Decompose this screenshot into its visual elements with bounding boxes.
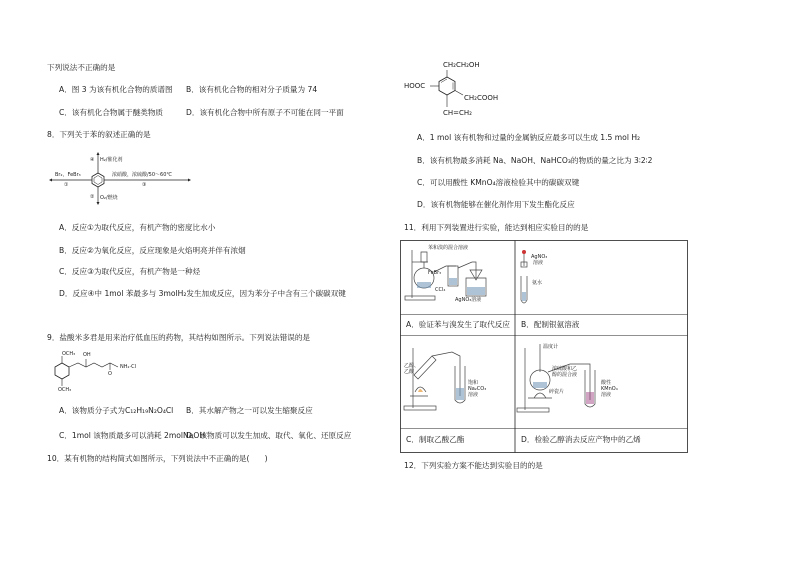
- q11-cell-a-label[interactable]: A．验证苯与溴发生了取代反应: [406, 320, 510, 329]
- q11-stem: 11．利用下列装置进行实验，能达到相应实验目的的是: [404, 223, 589, 232]
- q10-option-b[interactable]: B．该有机物最多消耗 Na、NaOH、NaHCO₃的物质的量之比为 3∶2∶2: [417, 156, 653, 165]
- q12-stem: 12．下列实验方案不能达到实验目的的是: [404, 461, 543, 470]
- q11-b-label-solution: 溶液: [533, 260, 544, 266]
- q11-cell-d-label[interactable]: D．检验乙醇消去反应产物中的乙烯: [521, 435, 641, 444]
- q9-group-o: O: [108, 371, 112, 377]
- q9-stem: 9．盐酸米多君是用来治疗低血压的药物，其结构如图所示。下列说法错误的是: [47, 333, 311, 342]
- q10-option-d[interactable]: D．该有机物能够在催化剂作用下发生酯化反应: [417, 200, 575, 209]
- q10-group-ch2ch2oh: CH₂CH₂OH: [443, 61, 480, 69]
- q11-c-label-saturated: 饱和: [468, 380, 479, 386]
- q9-option-a[interactable]: A．该物质分子式为C₁₂H₁₉N₂O₄Cl: [59, 406, 174, 415]
- q10-option-c[interactable]: C．可以用酸性 KMnO₄溶液检验其中的碳碳双键: [417, 178, 580, 187]
- intro-text: 下列说法不正确的是: [47, 63, 116, 72]
- q8-reagent-nitration: 浓硝酸，浓硫酸/50～60℃: [112, 172, 173, 178]
- q11-c-label-na2co3: Na₂CO₃: [468, 386, 487, 392]
- q11-d-label-h2so4-mix1: 浓硫酸和乙: [552, 366, 578, 372]
- q11-d-label-kmno4: KMnO₄: [601, 386, 618, 392]
- q10-group-vinyl: CH=CH₂: [443, 109, 472, 117]
- q11-cell-c-label[interactable]: C．制取乙酸乙酯: [406, 435, 465, 444]
- q9-option-b[interactable]: B．其水解产物之一可以发生缩聚反应: [186, 406, 313, 415]
- q8-reagent-h2: H₂/催化剂: [100, 157, 123, 163]
- q9-group-oh: OH: [83, 352, 91, 358]
- q11-d-label-h2so4-mix2: 醇的混合液: [552, 372, 578, 378]
- q11-a-label-agno3: AgNO₃溶液: [455, 297, 482, 303]
- q8-option-a[interactable]: A．反应①为取代反应，有机产物的密度比水小: [59, 223, 216, 232]
- q11-d-label-thermometer: 温度计: [543, 344, 559, 350]
- q8-num4: ④: [90, 157, 95, 163]
- q8-option-c[interactable]: C．反应③为取代反应，有机产物是一种烃: [59, 267, 201, 276]
- q8-stem: 8．下列关于苯的叙述正确的是: [47, 130, 151, 139]
- q10-stem: 10．某有机物的结构简式如图所示，下列说法中不正确的是( ): [47, 454, 268, 463]
- q9-group-och3-top: OCH₃: [62, 351, 76, 357]
- q10-group-hooc: HOOC: [404, 82, 426, 90]
- q7-option-a[interactable]: A．图 3 为该有机化合物的质谱图: [59, 85, 173, 94]
- q9-option-c[interactable]: C．1mol 该物质最多可以消耗 2molNaOH: [59, 431, 206, 440]
- q9-group-nh2cl: NH₂·Cl: [120, 364, 136, 370]
- q11-a-label-mixture: 苯和溴的混合溶液: [428, 245, 469, 251]
- q8-reagent-br2: Br₂，FeBr₃: [55, 172, 81, 178]
- q11-cell-b-label[interactable]: B．配制银氨溶液: [521, 320, 580, 329]
- q8-option-d[interactable]: D．反应④中 1mol 苯最多与 3molH₂发生加成反应，因为苯分子中含有三个碳碳双键: [59, 289, 346, 298]
- q7-option-c[interactable]: C．该有机化合物属于醚类物质: [59, 108, 164, 117]
- q11-d-label-solution: 溶液: [601, 392, 612, 398]
- q11-a-label-ccl4: CCl₄: [435, 287, 446, 293]
- q8-num3: ③: [142, 182, 147, 188]
- q11-c-label-ethanol: 乙醇、: [404, 363, 420, 369]
- q11-d-label-acidic: 酸性: [601, 380, 612, 386]
- q10-option-a[interactable]: A．1 mol 该有机物和过量的金属钠反应最多可以生成 1.5 mol H₂: [417, 133, 641, 142]
- q11-b-label-agno3: AgNO₃: [531, 254, 548, 260]
- q11-d-label-chips: 碎瓷片: [549, 389, 565, 395]
- q9-group-och3-bottom: OCH₃: [58, 387, 72, 393]
- q11-a-label-febr3: FeBr₃: [428, 270, 442, 276]
- q8-num1: ①: [64, 182, 69, 188]
- q8-option-b[interactable]: B．反应②为氧化反应，反应现象是火焰明亮并伴有浓烟: [59, 246, 246, 255]
- q9-option-d[interactable]: D．该物质可以发生加成、取代、氧化、还原反应: [186, 431, 352, 440]
- q11-c-label-solution: 溶液: [468, 392, 479, 398]
- q11-c-label-acetic: 乙酸: [404, 369, 415, 375]
- q8-num2: ②: [90, 194, 95, 200]
- q10-group-ch2cooh: CH₂COOH: [464, 94, 499, 102]
- q8-reagent-o2: O₂/燃烧: [100, 195, 118, 201]
- q11-b-label-ammonia: 氨水: [532, 280, 543, 286]
- q7-option-b[interactable]: B．该有机化合物的相对分子质量为 74: [186, 85, 318, 94]
- q7-option-d[interactable]: D．该有机化合物中所有原子不可能在同一平面: [186, 108, 344, 117]
